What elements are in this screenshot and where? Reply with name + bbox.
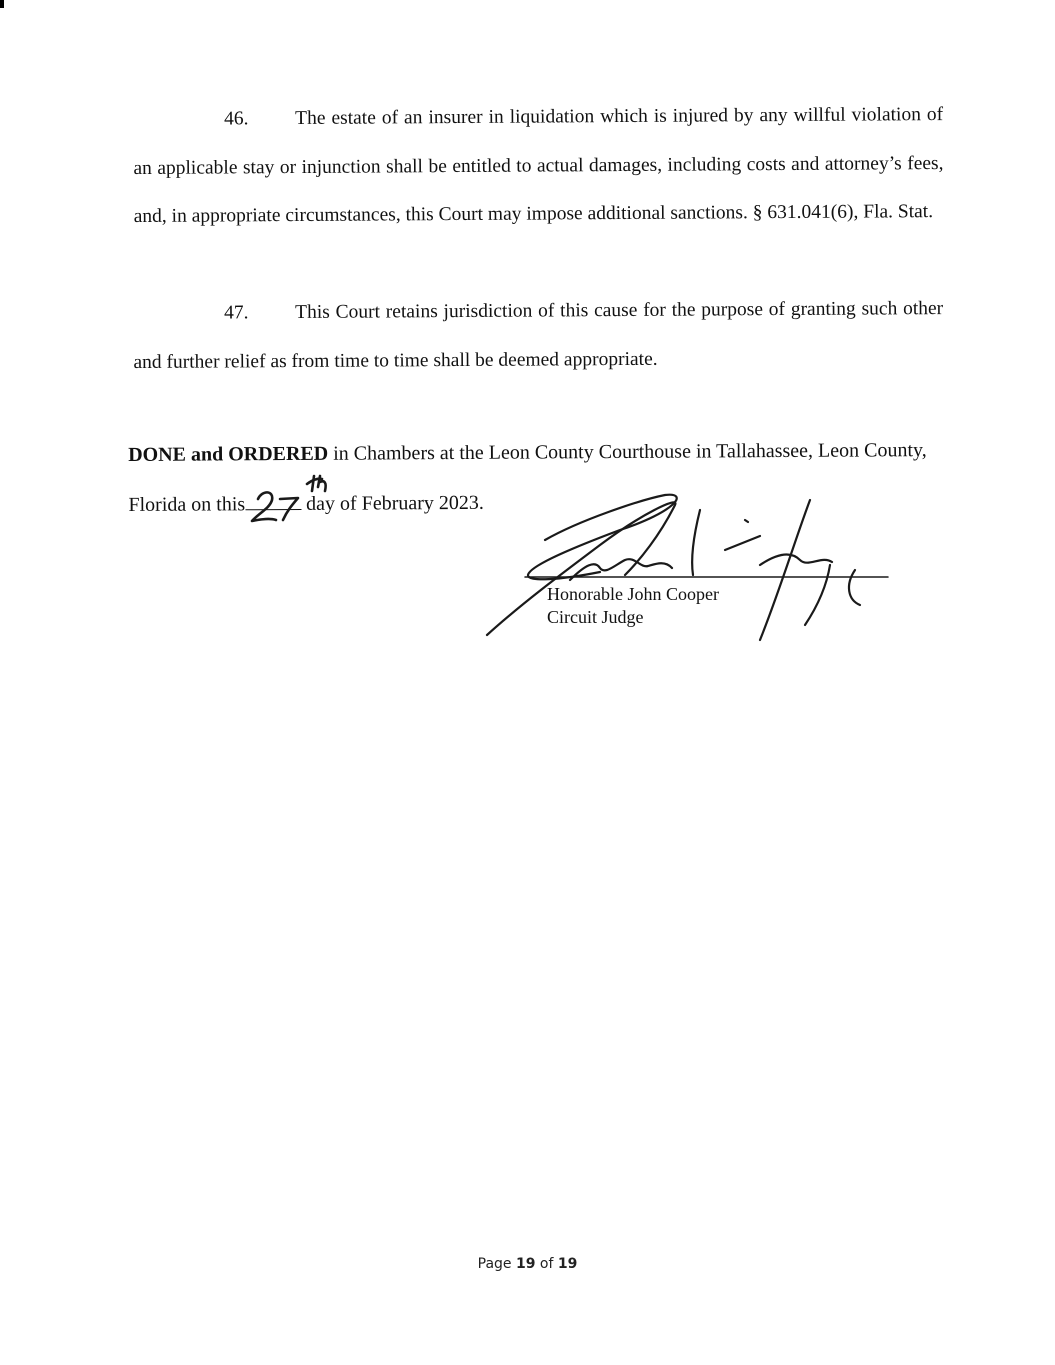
done-and-ordered-bold: DONE and ORDERED: [128, 442, 329, 466]
order-text-2: day of February 2023.: [301, 491, 484, 515]
handwritten-day-blank: [245, 491, 301, 510]
order-text-1: in Chambers at the Leon County Courthouse in Tallahassee, Leon County, Florida on this: [128, 439, 927, 516]
signature-block: [547, 583, 719, 629]
page-footer: Page 19 of 19: [477, 1256, 578, 1272]
paragraph-number: 46.: [224, 108, 249, 130]
total-page-count: 19: [557, 1256, 578, 1272]
scan-corner-mark: [0, 0, 4, 8]
paragraph-46: [133, 91, 944, 241]
paragraph-47: [133, 285, 944, 387]
paragraph-text: The estate of an insurer in liquidation which is injured by any willful violation of an applicable stay or injunction shall be entitled to actual damages, including costs and attorney’s fees, and, in appropriate circumstances, this Court may impose additional sanctions. § 631.041(6), Fla. Stat.: [133, 104, 944, 227]
judge-title: Circuit Judge: [547, 607, 644, 627]
current-page-number: 19: [515, 1256, 536, 1272]
paragraph-text: This Court retains jurisdiction of this cause for the purpose of granting such other and further relief as from time to time shall be deemed appropriate.: [133, 298, 944, 373]
paragraph-number: 47.: [224, 302, 249, 324]
done-and-ordered-clause: [128, 425, 947, 530]
judge-name: Honorable John Cooper: [547, 584, 719, 604]
